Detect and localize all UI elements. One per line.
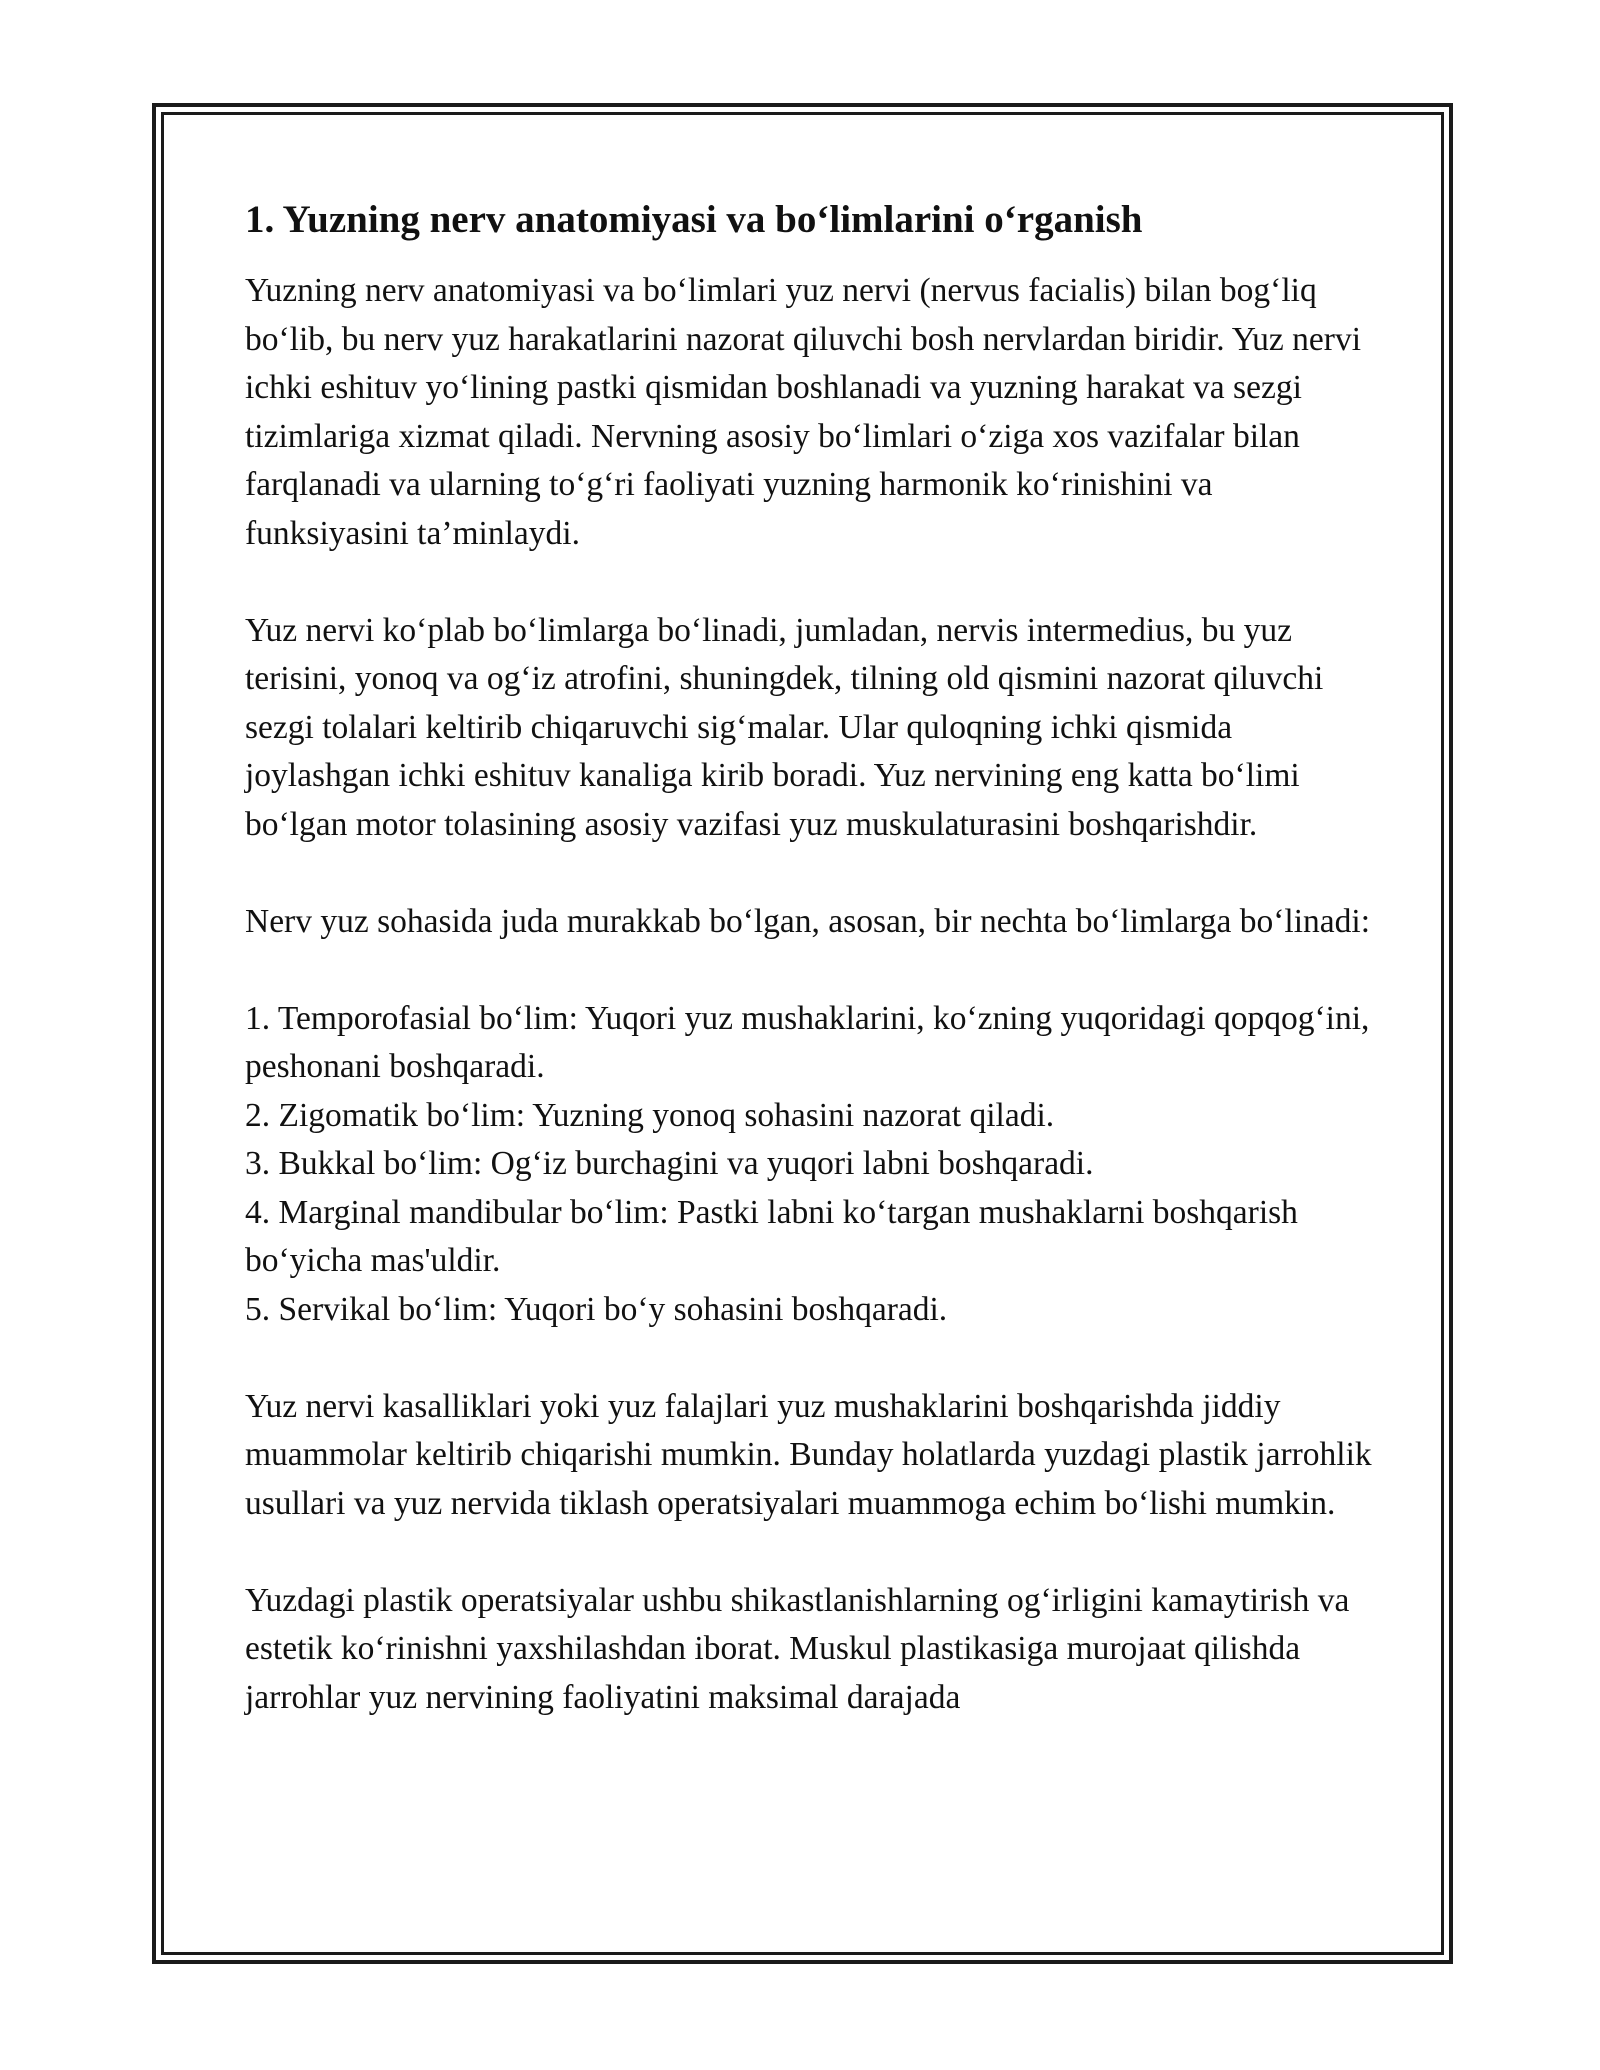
paragraph-diseases: Yuz nervi kasalliklari yoki yuz falajlari yuz mushaklarini boshqarishda jiddiy muammolar keltirib chiqarishi mumkin. Bunday holatlarda yuzdagi plastik jarrohlik usullari va yuz nervida tiklash operatsiyalari muammoga echim bo‘lishi mumkin.: [245, 1387, 1372, 1522]
list-item: 3. Bukkal bo‘lim: Og‘iz burchagini va yuqori labni boshqaradi.: [245, 1145, 1094, 1182]
page-border-inner: [161, 112, 1444, 1955]
page-border: [152, 103, 1453, 1964]
paragraph-branches: Yuz nervi ko‘plab bo‘limlarga bo‘linadi, jumladan, nervis intermedius, bu yuz terisini, yonoq va og‘iz atrofini, shuningdek, tilning old qismini nazorat qiluvchi sezgi tolalari keltirib chiqaruvchi sig‘malar. Ular quloqning ichki qismida joylashgan ichki eshituv kanaliga kirib boradi. Yuz nervining eng katta bo‘limi bo‘lgan motor tolasining asosiy vazifasi yuz muskulaturasini boshqarishdir.: [245, 611, 1324, 843]
paragraph-plastic-surgery: Yuzdagi plastik operatsiyalar ushbu shikastlanishlarning og‘irligini kamaytirish va estetik ko‘rinishni yaxshilashdan iborat. Muskul plastikasiga murojaat qilishda jarrohlar yuz nervining faoliyatini maksimal darajada: [245, 1581, 1350, 1716]
paragraph-list-lead: Nerv yuz sohasida juda murakkab bo‘lgan, asosan, bir nechta bo‘limlarga bo‘linadi:: [245, 902, 1371, 940]
list-item: 4. Marginal mandibular bo‘lim: Pastki labni ko‘targan mushaklarni boshqarish bo‘yicha mas'uldir.: [245, 1193, 1298, 1279]
list-item: 2. Zigomatik bo‘lim: Yuzning yonoq sohasini nazorat qiladi.: [245, 1096, 1055, 1134]
list-item: 1. Temporofasial bo‘lim: Yuqori yuz mushaklarini, ko‘zning yuqoridagi qopqog‘ini, peshonani boshqaradi.: [245, 999, 1370, 1085]
document-body: [245, 195, 1375, 1771]
branch-list: [245, 995, 1375, 1335]
list-item: 5. Servikal bo‘lim: Yuqori bo‘y sohasini boshqaradi.: [245, 1290, 948, 1328]
section-heading: 1. Yuzning nerv anatomiyasi va bo‘limlarini o‘rganish: [245, 198, 1143, 241]
paragraph-intro: Yuzning nerv anatomiyasi va bo‘limlari yuz nervi (nervus facialis) bilan bog‘liq bo‘lib, bu nerv yuz harakatlarini nazorat qiluvchi bosh nervlardan biridir. Yuz nervi ichki eshituv yo‘lining pastki qismidan boshlanadi va yuzning harakat va sezgi tizimlariga xizmat qiladi. Nervning asosiy bo‘limlari o‘ziga xos vazifalar bilan farqlanadi va ularning to‘g‘ri faoliyati yuzning harmonik ko‘rinishini va funksiyasini ta’minlaydi.: [245, 272, 1362, 552]
